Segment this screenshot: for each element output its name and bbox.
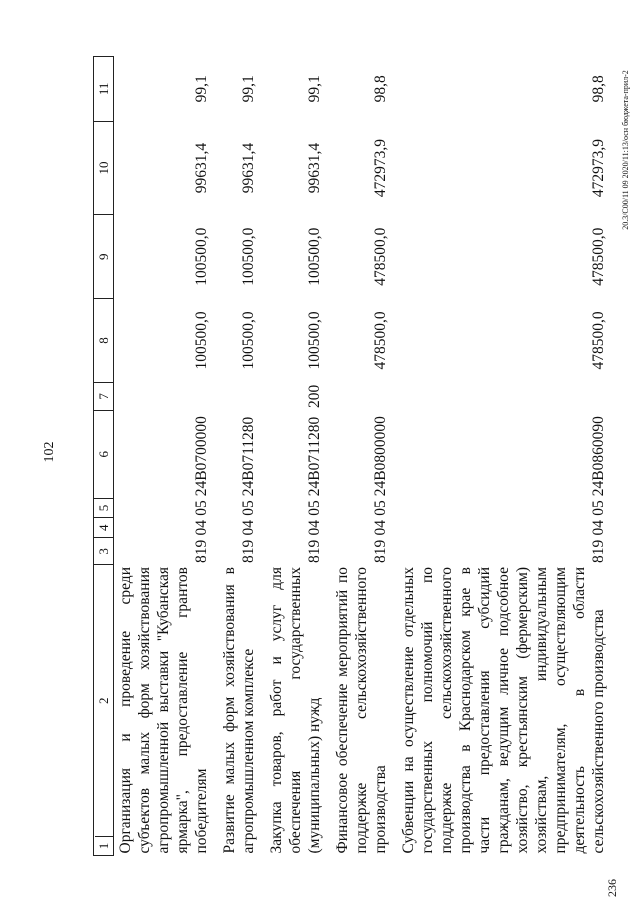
section-code: 04 <box>193 520 210 536</box>
ved-code: 819 <box>372 539 389 563</box>
sum-executed: 472973,9 <box>590 138 607 198</box>
target-article-code: 24В0711280 <box>306 416 323 497</box>
sum-executed: 472973,9 <box>372 138 389 198</box>
expense-type-code <box>391 382 609 410</box>
sum-total: 478500,0 <box>590 311 607 370</box>
table-row <box>114 57 213 856</box>
ved-code: 819 <box>193 539 210 563</box>
sum-executed: 99631,4 <box>193 142 210 194</box>
sum-approved: 100500,0 <box>193 227 210 286</box>
subsection-code: 05 <box>306 500 323 516</box>
target-article-code: 24В0711280 <box>240 416 257 497</box>
sum-total: 100500,0 <box>306 311 323 370</box>
sum-total: 100500,0 <box>240 311 257 370</box>
ved-code: 819 <box>306 539 323 563</box>
column-number: 1 <box>95 836 113 855</box>
target-article-code: 24В0700000 <box>193 416 210 497</box>
column-number-cell: 8 <box>94 299 114 383</box>
subsection-code: 05 <box>240 500 257 516</box>
sum-executed: 99631,4 <box>240 142 257 194</box>
column-number-row <box>94 57 114 856</box>
ved-code: 819 <box>240 539 257 563</box>
column-number-cell: 6 <box>94 410 114 498</box>
expense-type-code <box>325 382 391 410</box>
column-number-cell: 11 <box>94 57 114 122</box>
sum-approved: 100500,0 <box>306 227 323 286</box>
column-number-cell: 3 <box>94 538 114 565</box>
execution-percent: 99,1 <box>240 75 257 103</box>
table-row <box>212 57 259 856</box>
sum-executed: 99631,4 <box>306 142 323 194</box>
sum-total: 478500,0 <box>372 311 389 370</box>
subsection-code: 05 <box>590 500 607 516</box>
table-row <box>391 57 609 856</box>
section-code: 04 <box>372 520 389 536</box>
table-row <box>259 57 325 856</box>
expense-type-code: 200 <box>306 384 323 408</box>
page-number: 102 <box>42 441 57 463</box>
column-number-cell: 7 <box>94 382 114 410</box>
sum-approved: 478500,0 <box>372 227 389 286</box>
rotated-landscape-page <box>93 56 613 856</box>
table-row <box>325 57 391 856</box>
sum-approved: 478500,0 <box>590 227 607 286</box>
execution-percent: 98,8 <box>590 75 607 103</box>
target-article-code: 24В0800000 <box>372 416 389 497</box>
column-number-cell: 5 <box>94 498 114 518</box>
execution-percent: 98,8 <box>372 75 389 103</box>
expense-type-code <box>212 382 259 410</box>
sum-total: 100500,0 <box>193 311 210 370</box>
execution-percent: 99,1 <box>306 75 323 103</box>
column-number-cell: 4 <box>94 518 114 538</box>
section-code: 04 <box>590 520 607 536</box>
row-name: Финансовое обеспечение мероприятий по поддержке сельскохозяйственного производства <box>334 567 389 854</box>
row-name: Субвенции на осуществление отдельных государственных полномочий по поддержке сельскохозяйственного производства в Краснодарском крае в части предоставления субсидий гражданам, ведущим личное подсобное хозяйство, крестьянским (фермерским) хозяйствам, индивидуальным предпринимателям, осуществляющим деятельность в области сельскохозяйственного производства <box>400 567 607 854</box>
ved-code: 819 <box>590 539 607 563</box>
row-name: Организация и проведение среди субъектов малых форм хозяйствования агропромышленной выставки "Кубанская ярмарка", предоставление грантов победителям <box>117 567 210 854</box>
budget-table <box>93 56 609 856</box>
execution-percent: 99,1 <box>193 75 210 103</box>
column-number-cell: 10 <box>94 121 114 215</box>
column-number: 2 <box>96 697 111 704</box>
row-name: Закупка товаров, работ и услуг для обеспечения государственных (муниципальных) нужд <box>268 567 323 854</box>
section-code: 04 <box>306 520 323 536</box>
section-code: 04 <box>240 520 257 536</box>
file-stamp: 20.3/С00/11 09 2020/11:13/осн бюджета-прил-2 <box>621 70 630 230</box>
target-article-code: 24В0860090 <box>590 416 607 497</box>
sum-approved: 100500,0 <box>240 227 257 286</box>
row-name: Развитие малых форм хозяйствования в агропромышленном комплексе <box>221 567 257 854</box>
column-number-cell <box>94 565 114 856</box>
sheet-number: 236 <box>605 879 619 897</box>
subsection-code: 05 <box>372 500 389 516</box>
column-number-cell: 9 <box>94 215 114 299</box>
expense-type-code <box>114 382 213 410</box>
subsection-code: 05 <box>193 500 210 516</box>
